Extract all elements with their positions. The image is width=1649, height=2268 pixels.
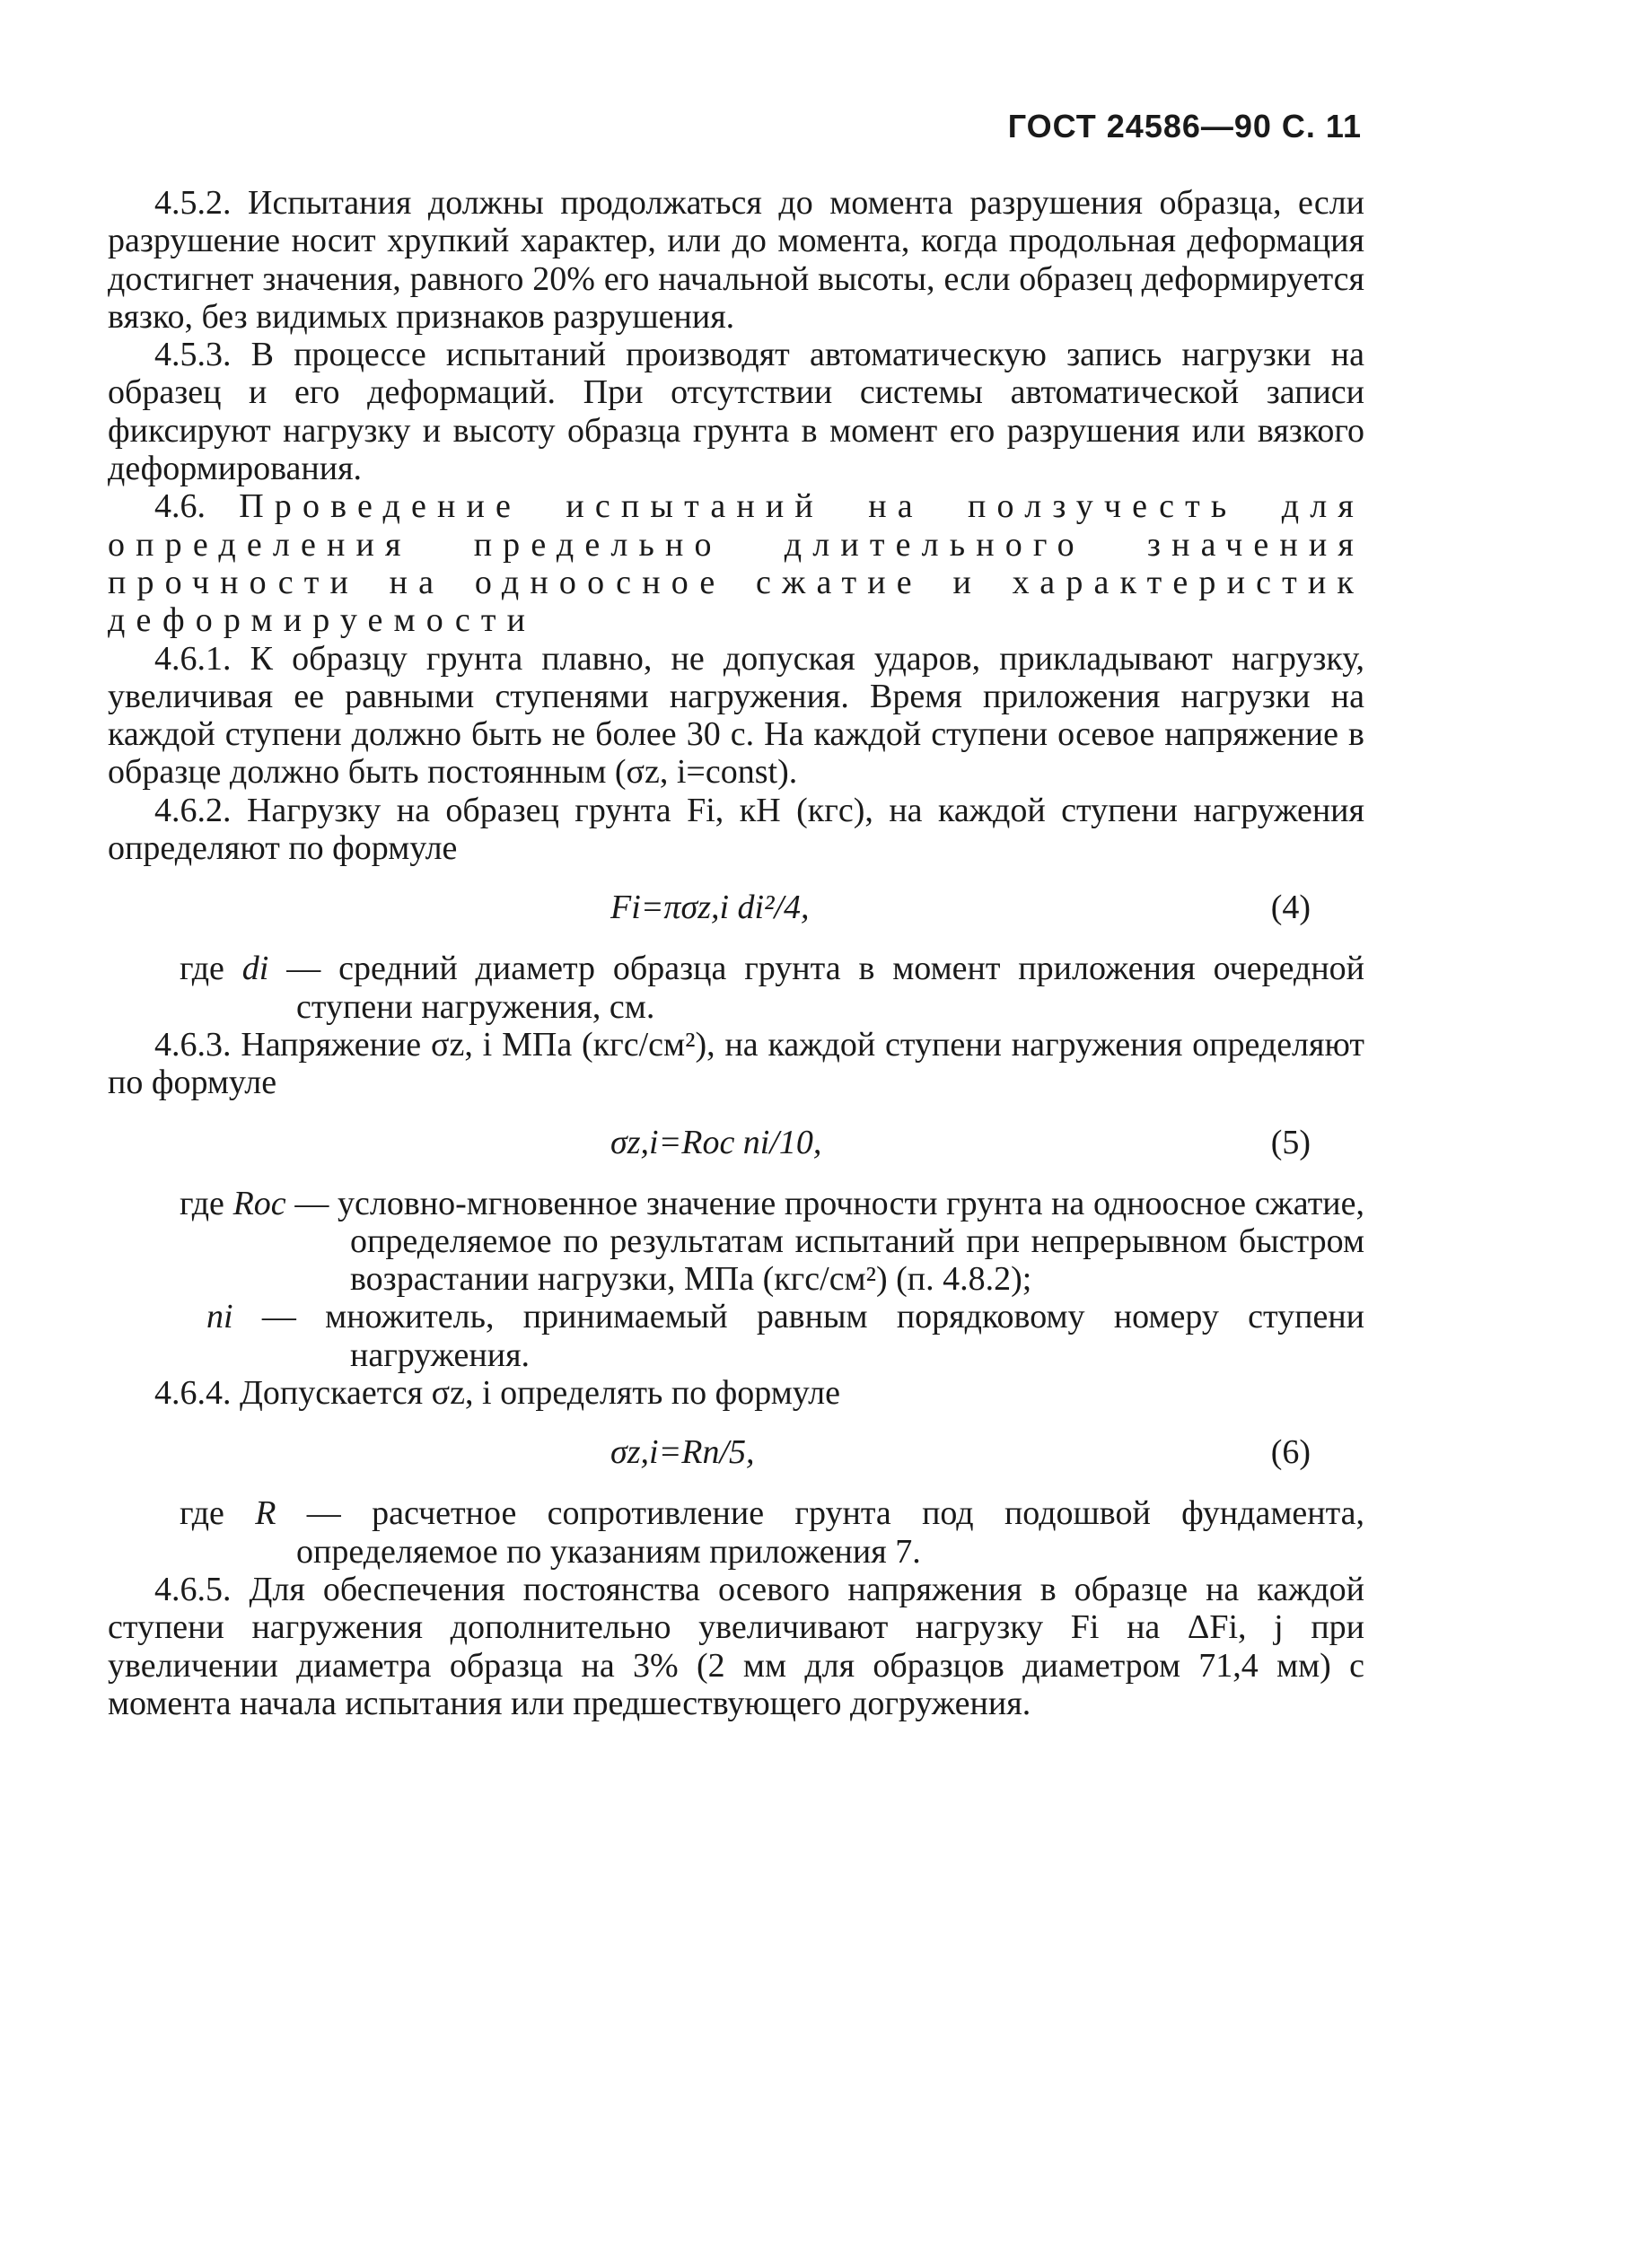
formula-number: (6) — [1270, 1433, 1311, 1472]
definition-ni — [108, 1298, 1364, 1374]
paragraph-4-6-4: 4.6.4. Допускается σz, i определять по формуле — [154, 1374, 840, 1413]
formula-6 — [108, 1412, 1364, 1494]
section-title: Проведение испытаний на ползучесть для определения предельно длительного значения прочности на одноосное сжатие и характеристик деформируемости — [108, 487, 1364, 640]
paragraph-4-5-3: 4.5.3. В процессе испытаний производят автоматическую запись нагрузки на образец и его деформаций. При отсутствии системы автоматической записи фиксируют нагрузку и высоту образца грунта в момент его разрушения или вязкого деформирования. — [108, 336, 1364, 488]
definition-term: di — [241, 950, 269, 988]
definition-term: Rос — [232, 1184, 286, 1222]
definition-text: — множитель, принимаемый равным порядковому номеру ступени нагружения. — [261, 1298, 1364, 1374]
paragraph-4-6-3: 4.6.3. Напряжение σz, i МПа (кгс/см²), на каждой ступени нагружения определяют по формуле — [108, 1025, 1364, 1102]
definition-lead: где — [180, 1494, 224, 1533]
definition-di — [108, 950, 1364, 1026]
definition-term: ni — [206, 1298, 233, 1336]
formula-expression: σz,i=Rос ni/10, — [610, 1123, 822, 1161]
formula-expression: Fi=πσz,i di²/4, — [610, 889, 810, 927]
section-number: 4.6. — [154, 487, 206, 526]
section-heading-4-6 — [108, 487, 1364, 639]
definition-roc — [108, 1185, 1364, 1299]
formula-number: (4) — [1270, 889, 1311, 927]
formula-expression: σz,i=Rn/5, — [610, 1433, 755, 1472]
paragraph-4-6-5: 4.6.5. Для обеспечения постоянства осевого напряжения в образце на каждой ступени нагружения дополнительно увеличивают нагрузку Fi на ΔFi, j при увеличении диаметра образца на 3% (2 мм для образцов диаметром 71,4 мм) с момента начала испытания или предшествующего догружения. — [108, 1570, 1364, 1722]
definition-text: — условно-мгновенное значение прочности грунта на одноосное сжатие, определяемое по результатам испытаний при непрерывном быстром возрастании нагрузки, МПа (кгс/см²) (п. 4.8.2); — [294, 1184, 1365, 1299]
definition-text: — расчетное сопротивление грунта под подошвой фундамента, определяемое по указаниям приложения 7. — [296, 1494, 1365, 1571]
page-header: ГОСТ 24586—90 С. 11 — [1007, 108, 1362, 144]
definition-term: R — [255, 1494, 276, 1533]
definition-text: — средний диаметр образца грунта в момент приложения очередной ступени нагружения, см. — [286, 950, 1365, 1026]
formula-5 — [108, 1102, 1364, 1185]
paragraph-4-5-2: 4.5.2. Испытания должны продолжаться до момента разрушения образца, если разрушение носит хрупкий характер, или до момента, когда продольная деформация достигнет значения, равного 20% его начальной высоты, если образец деформируется вязко, без видимых признаков разрушения. — [108, 184, 1364, 336]
formula-4 — [108, 867, 1364, 950]
formula-number: (5) — [1270, 1123, 1311, 1161]
definition-lead: где — [180, 1184, 224, 1222]
definition-r — [108, 1494, 1364, 1571]
paragraph-4-6-1: 4.6.1. К образцу грунта плавно, не допуская ударов, прикладывают нагрузку, увеличивая ее равными ступенями нагружения. Время приложения нагрузки на каждой ступени должно быть не более 30 с. На каждой ступени осевое напряжение в образце должно быть постоянным (σz, i=const). — [108, 639, 1364, 792]
definition-lead: где — [180, 950, 224, 988]
paragraph-4-6-2: 4.6.2. Нагрузку на образец грунта Fi, кН (кгс), на каждой ступени нагружения определяют по формуле — [108, 791, 1364, 868]
document-body — [108, 184, 1364, 1722]
